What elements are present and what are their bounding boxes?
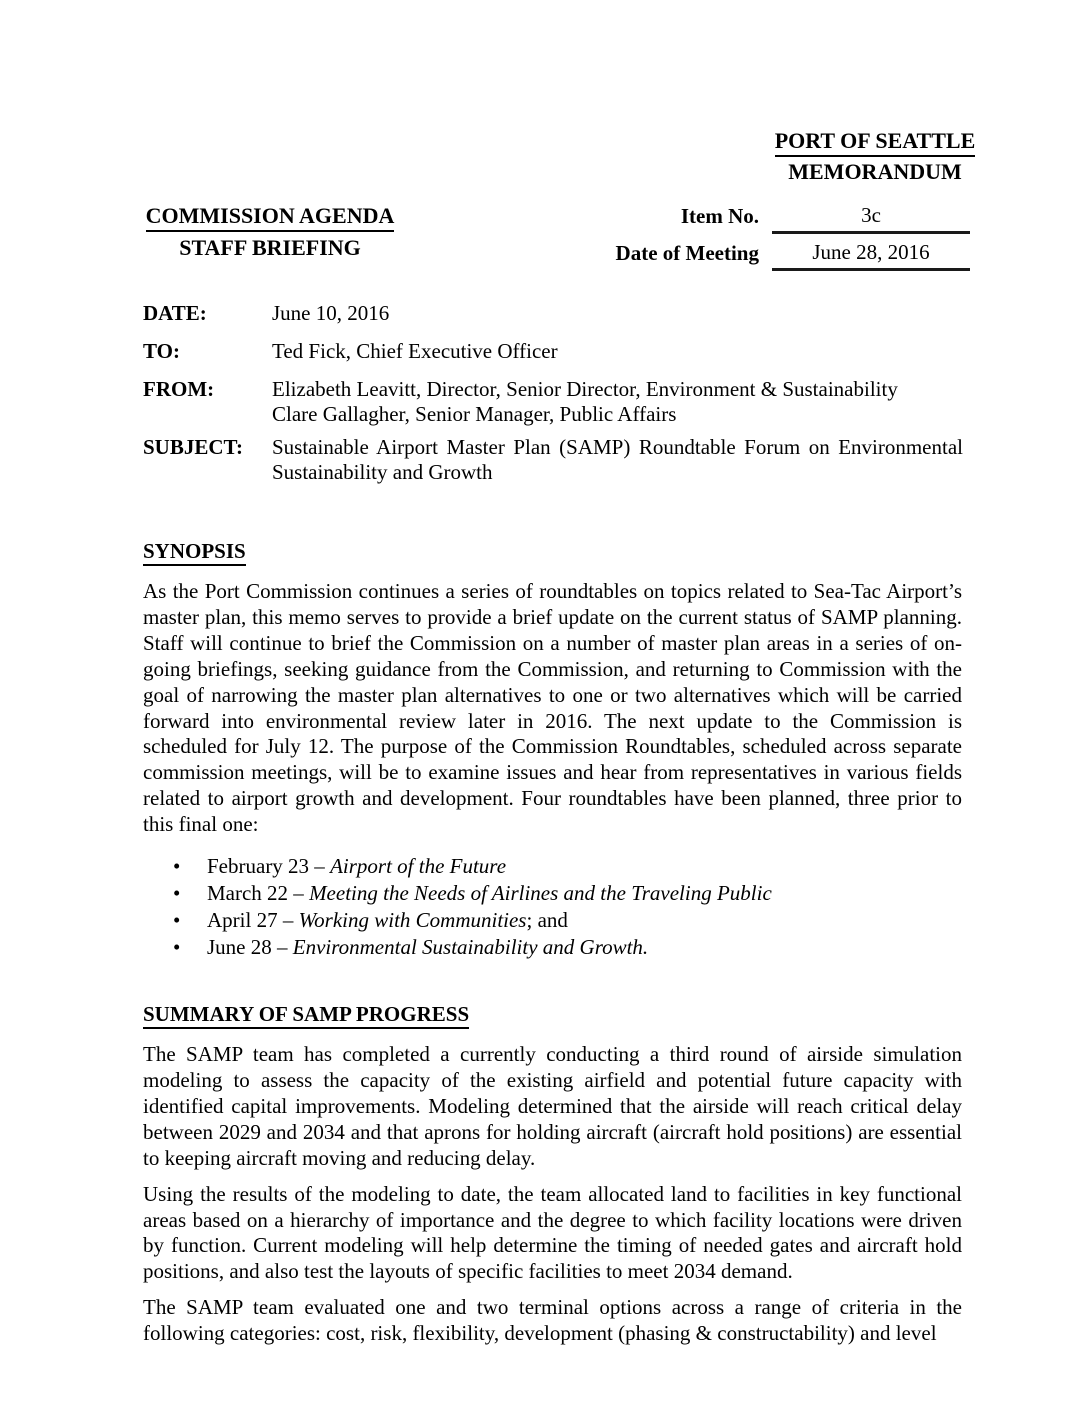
summary-heading (143, 1002, 962, 1029)
memo-row-from (143, 377, 963, 427)
synopsis-heading (143, 539, 962, 566)
date-of-meeting-row (598, 240, 970, 271)
bullet-icon: • (173, 935, 181, 960)
synopsis-paragraph: As the Port Commission continues a series of roundtables on topics related to Sea-Tac Airport’s master plan, this memo serves to provide a brief update on the current status of SAMP planning. Staff will continue to brief the Commission on a number of master plan areas in a series of on-going briefings, seeking guidance from the Commission, and returning to Commission with the goal of narrowing the master plan alternatives to one or two alternatives which will be carried forward into environmental review later in 2016. The next update to the Commission is scheduled for July 12. The purpose of the Commission Roundtables, scheduled across separate commission meetings, will be to examine issues and hear from representatives in various fields related to airport growth and development. Four roundtables have been planned, three prior to this final one: (143, 579, 962, 837)
date-value: June 10, 2016 (272, 301, 390, 325)
memo-row-to (143, 339, 963, 364)
org-title-text: PORT OF SEATTLE (775, 128, 976, 157)
org-header (758, 128, 992, 185)
item-no-label: Item No. (680, 204, 759, 228)
list-item (143, 907, 962, 934)
roundtable-date: March 22 – (207, 881, 310, 906)
summary-paragraph-2: Using the results of the modeling to date, the team allocated land to facilities in key functional areas based on a hierarchy of importance and the degree to which facility locations were driven by function. Current modeling will help determine the timing of needed gates and aircraft hold positions, and also test the layouts of specific facilities to meet 2034 demand. (143, 1181, 962, 1284)
memo-row-date (143, 301, 963, 326)
item-no-value: 3c (772, 203, 970, 234)
roundtable-title: Airport of the Future (330, 854, 507, 879)
summary-paragraph-3: The SAMP team evaluated one and two terminal options across a range of criteria in the following categories: cost, risk, flexibility, development (phasing & constructability) and level (143, 1295, 962, 1346)
org-title (758, 128, 992, 157)
date-of-meeting-value: June 28, 2016 (772, 240, 970, 271)
roundtable-title: Meeting the Needs of Airlines and the Traveling Public (309, 881, 772, 906)
date-of-meeting-label: Date of Meeting (615, 241, 759, 265)
from-line-2: Clare Gallagher, Senior Manager, Public Affairs (272, 402, 677, 426)
roundtable-date: June 28 – (207, 935, 293, 960)
from-label: FROM: (143, 377, 215, 401)
doc-type: MEMORANDUM (788, 159, 962, 184)
summary-paragraph-1: The SAMP team has completed a currently conducting a third round of airside simulation modeling to assess the capacity of the existing airfield and potential future capacity with identified capital improvements. Modeling determined that the airside will reach critical delay between 2029 and 2034 and that aprons for holding aircraft (aircraft hold positions) are essential to keeping aircraft moving and reducing delay. (143, 1042, 962, 1170)
subject-label: SUBJECT: (143, 435, 243, 459)
synopsis-heading-text: SYNOPSIS (143, 539, 246, 566)
roundtable-date: February 23 – (207, 854, 331, 879)
agenda-block (118, 203, 422, 261)
memo-fields (143, 301, 963, 498)
agenda-subtitle: STAFF BRIEFING (179, 235, 361, 260)
item-no-row (598, 203, 970, 234)
memo-row-subject (143, 435, 963, 485)
agenda-title (118, 203, 422, 232)
agenda-title-text: COMMISSION AGENDA (146, 203, 395, 232)
roundtable-list (143, 853, 962, 961)
to-label: TO: (143, 339, 180, 363)
from-line-1: Elizabeth Leavitt, Director, Senior Director, Environment & Sustainability (272, 377, 898, 401)
subject-value: Sustainable Airport Master Plan (SAMP) Roundtable Forum on Environmental Sustainability and Growth (272, 435, 963, 484)
from-value (272, 377, 963, 427)
roundtable-date: April 27 – (207, 908, 299, 933)
list-item (143, 880, 962, 907)
summary-heading-text: SUMMARY OF SAMP PROGRESS (143, 1002, 469, 1029)
to-value: Ted Fick, Chief Executive Officer (272, 339, 558, 363)
roundtable-title: Environmental Sustainability and Growth. (292, 935, 649, 960)
list-item (143, 853, 962, 880)
memo-body (143, 539, 962, 1357)
bullet-icon: • (173, 854, 181, 879)
date-label: DATE: (143, 301, 207, 325)
bullet-icon: • (173, 881, 181, 906)
bullet-icon: • (173, 908, 181, 933)
list-item (143, 934, 962, 961)
roundtable-suffix: ; and (526, 908, 568, 933)
roundtable-title: Working with Communities (298, 908, 527, 933)
